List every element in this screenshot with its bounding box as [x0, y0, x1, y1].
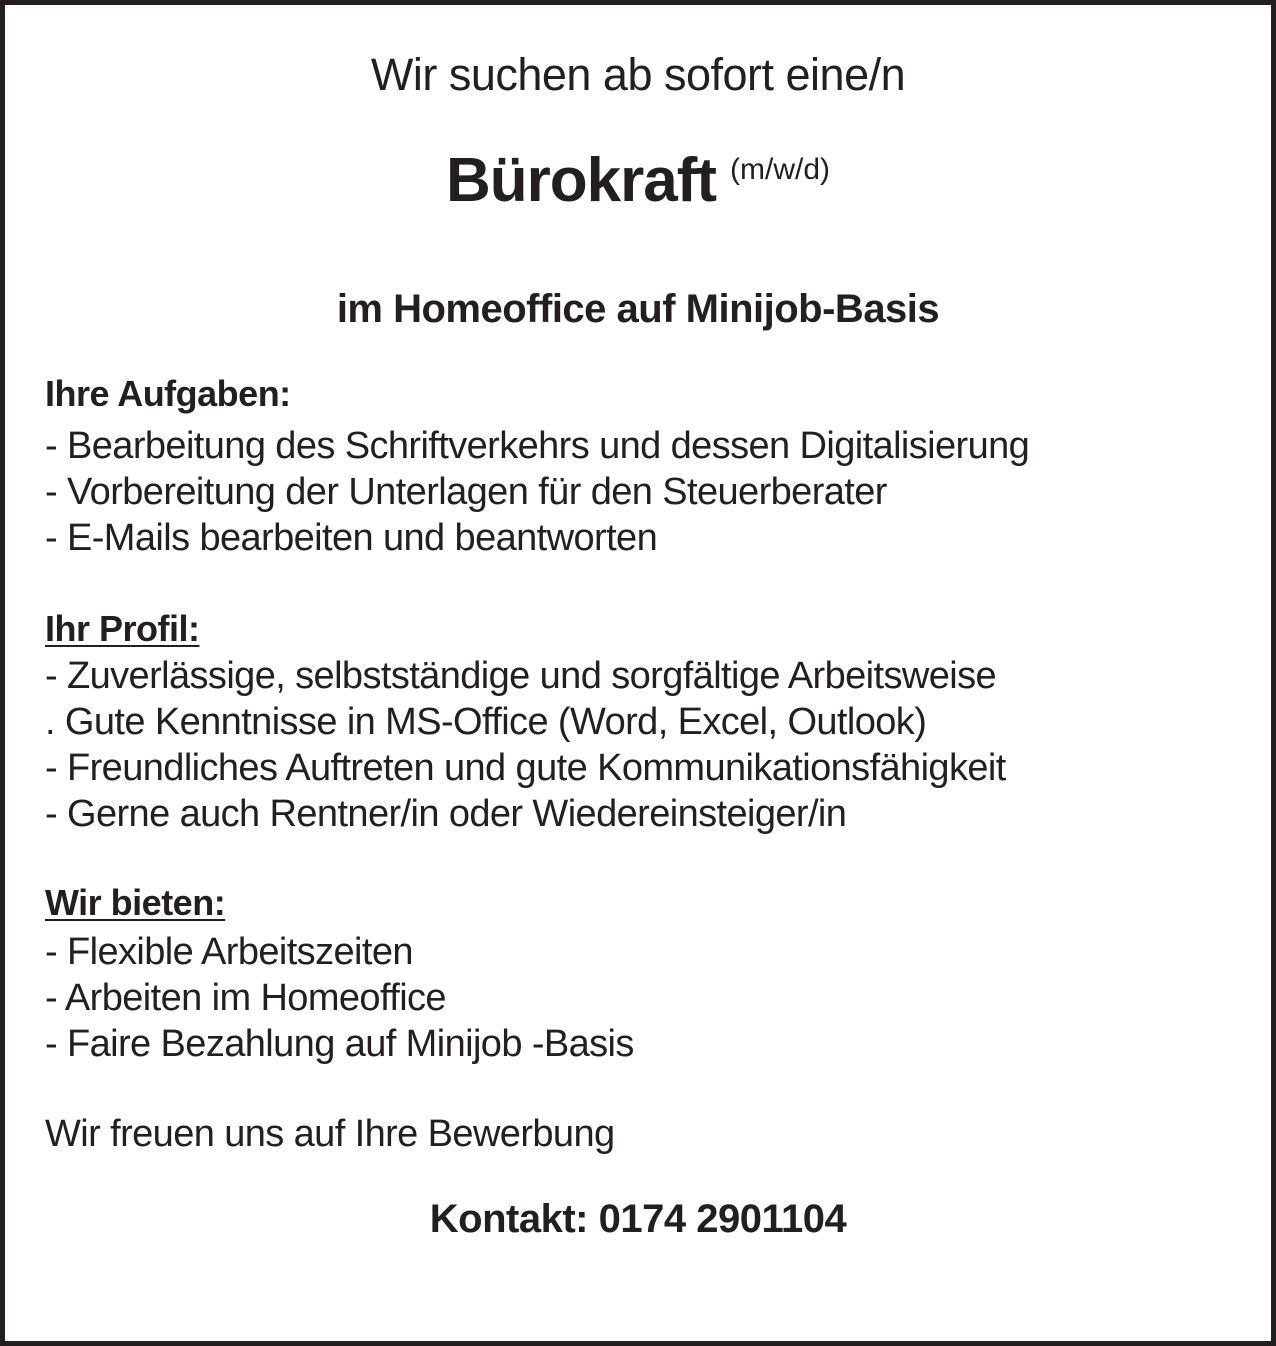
- list-item: - Vorbereitung der Unterlagen für den Steuerberater: [45, 471, 887, 513]
- job-title-gender-suffix: (m/w/d): [730, 153, 831, 186]
- intro-text: Wir suchen ab sofort eine/n: [370, 49, 906, 100]
- list-item: - Gerne auch Rentner/in oder Wiedereinsteiger/in: [45, 793, 847, 835]
- section-heading-profile: Ihr Profil:: [45, 608, 200, 649]
- closing-text: Wir freuen uns auf Ihre Bewerbung: [45, 1113, 615, 1155]
- list-item: - Arbeiten im Homeoffice: [45, 977, 446, 1019]
- section-heading-tasks: Ihre Aufgaben:: [45, 373, 291, 414]
- list-item: - Freundliches Auftreten und gute Kommunikationsfähigkeit: [45, 747, 1006, 789]
- job-title: [5, 145, 1271, 216]
- list-item: . Gute Kenntnisse in MS-Office (Word, Excel, Outlook): [45, 701, 927, 743]
- job-subtitle: im Homeoffice auf Minijob-Basis: [336, 287, 940, 331]
- job-title-main: Bürokraft: [445, 146, 717, 215]
- list-item: - Zuverlässige, selbstständige und sorgfältige Arbeitsweise: [45, 655, 997, 697]
- list-item: - E-Mails bearbeiten und beantworten: [45, 517, 658, 559]
- list-item: - Faire Bezahlung auf Minijob -Basis: [45, 1023, 634, 1065]
- list-item: - Bearbeitung des Schriftverkehrs und dessen Digitalisierung: [45, 425, 1030, 467]
- list-item: - Flexible Arbeitszeiten: [45, 931, 413, 973]
- contact-phone: Kontakt: 0174 2901104: [429, 1197, 847, 1241]
- section-heading-offer: Wir bieten:: [45, 882, 226, 923]
